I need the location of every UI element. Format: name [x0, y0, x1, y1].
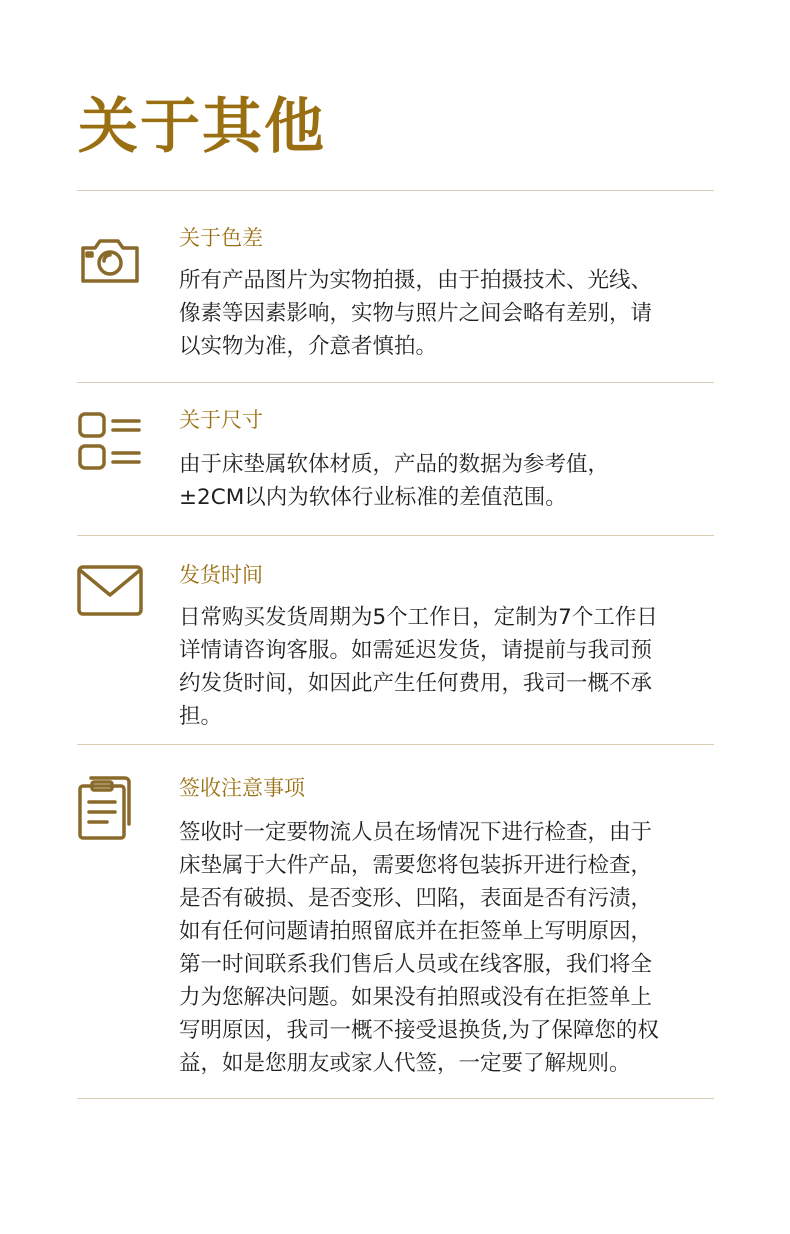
body-line: 详情请咨询客服。如需延迟发货，请提前与我司预 [179, 638, 653, 663]
section-body [179, 264, 719, 363]
envelope-icon [77, 559, 143, 625]
camera-icon [77, 228, 143, 294]
clipboard-icon [77, 774, 143, 840]
section-body [179, 448, 719, 514]
body-line: 力为您解决问题。如果没有拍照或没有在拒签单上 [179, 985, 653, 1010]
section-color-difference [77, 190, 714, 382]
body-line: 益，如是您朋友或家人代签，一定要了解规则。 [179, 1051, 631, 1076]
divider [77, 1098, 714, 1099]
body-line: 签收时一定要物流人员在场情况下进行检查，由于 [179, 820, 653, 845]
section-title: 发货时间 [179, 563, 263, 587]
page-title: 关于其他 [78, 92, 326, 162]
section-size [77, 382, 714, 535]
body-line: 约发货时间，如因此产生任何费用，我司一概不承 [179, 671, 653, 696]
section-title: 关于尺寸 [179, 408, 263, 432]
section-signing-notes [77, 744, 714, 1098]
section-body [179, 816, 719, 1080]
body-line: 以实物为准，介意者慎拍。 [179, 334, 438, 359]
body-line: 床垫属于大件产品，需要您将包装拆开进行检查， [179, 853, 653, 878]
body-line: 担。 [179, 704, 223, 729]
body-line: 所有产品图片为实物拍摄，由于拍摄技术、光线、 [179, 268, 653, 293]
section-title: 关于色差 [179, 226, 263, 250]
body-line: 写明原因，我司一概不接受退换货,为了保障您的权 [179, 1018, 659, 1043]
body-line: 是否有破损、是否变形、凹陷，表面是否有污渍， [179, 886, 653, 911]
body-line: 像素等因素影响，实物与照片之间会略有差别，请 [179, 301, 653, 326]
section-shipping-time [77, 535, 714, 744]
body-line: ±2CM以内为软体行业标准的差值范围。 [179, 485, 567, 510]
body-line: 由于床垫属软体材质，产品的数据为参考值， [179, 452, 610, 477]
body-line: 日常购买发货周期为5个工作日，定制为7个工作日 [179, 605, 658, 630]
section-title: 签收注意事项 [179, 776, 305, 800]
body-line: 如有任何问题请拍照留底并在拒签单上写明原因， [179, 919, 653, 944]
body-line: 第一时间联系我们售后人员或在线客服，我们将全 [179, 952, 653, 977]
list-icon [77, 408, 143, 474]
section-body [179, 601, 719, 733]
